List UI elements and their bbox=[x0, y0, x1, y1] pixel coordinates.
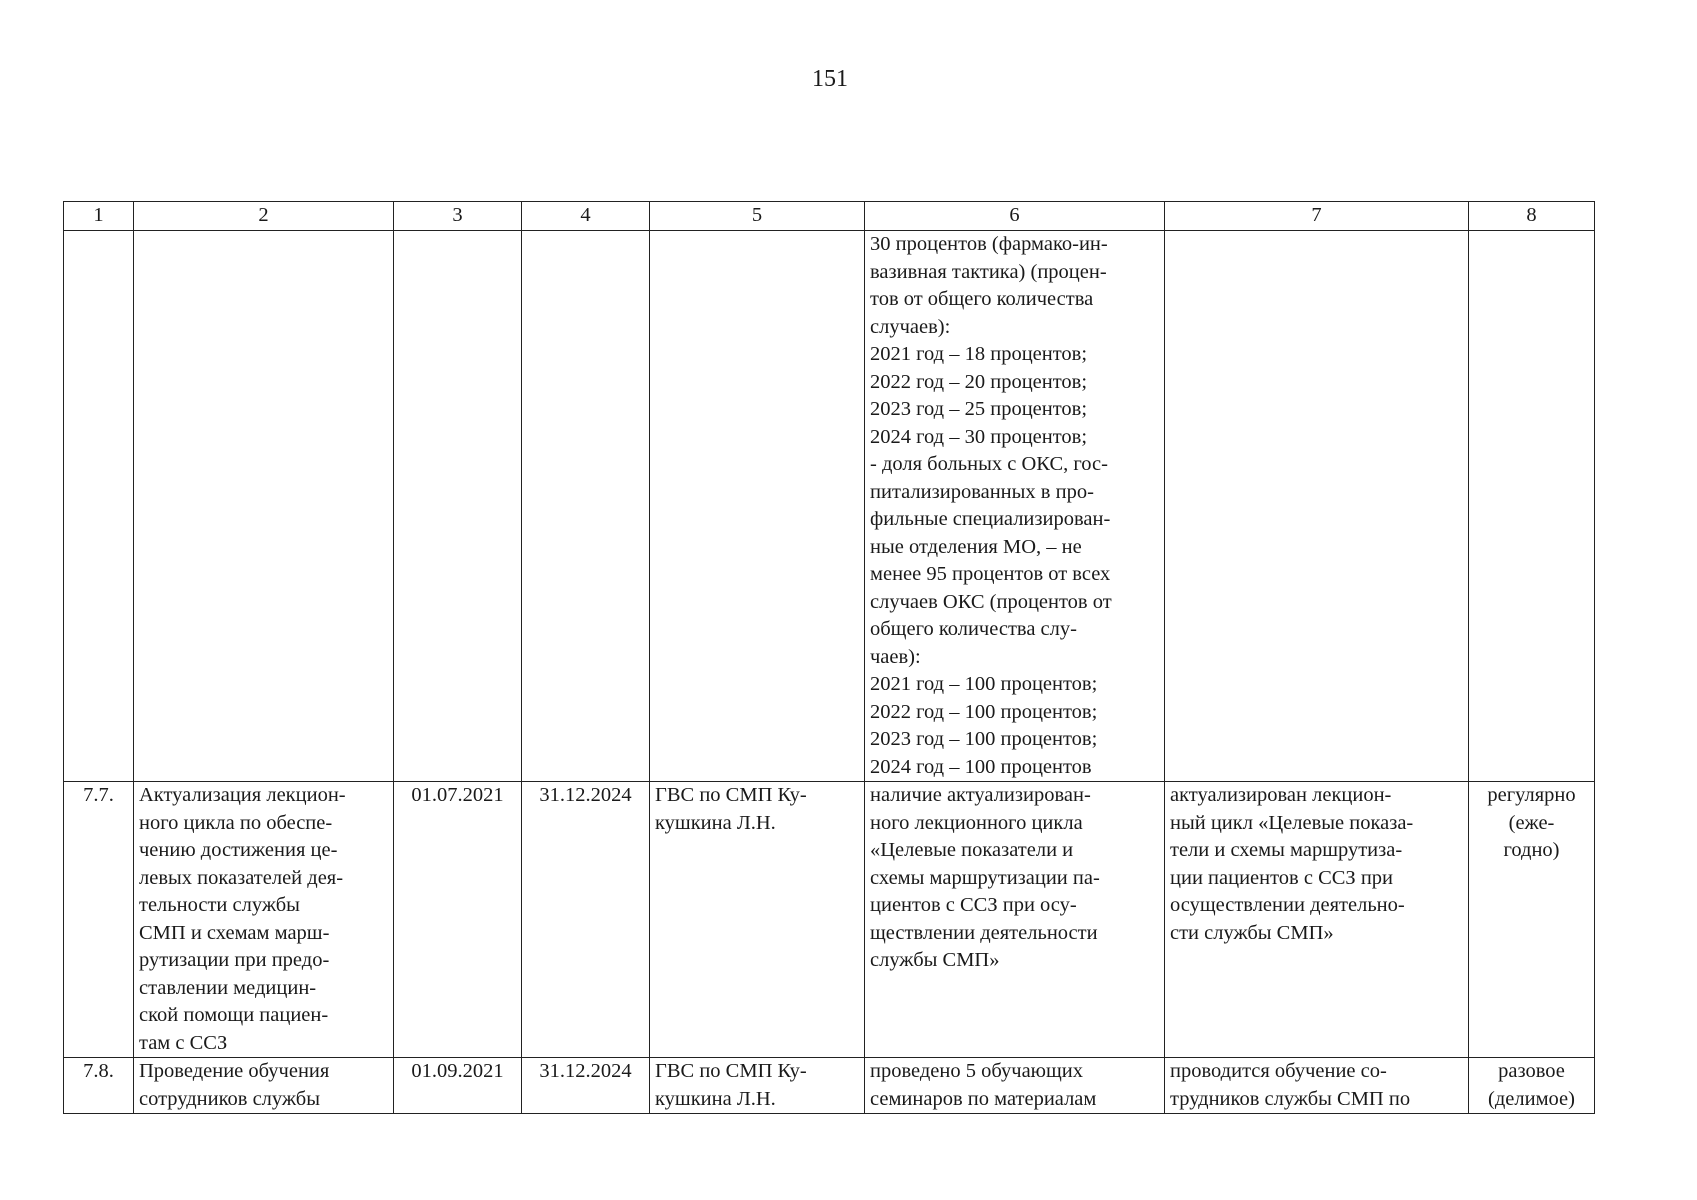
table-cell-num: 7.7. bbox=[64, 782, 134, 1058]
text-line: 2023 год – 25 процентов; bbox=[870, 398, 1088, 420]
table-cell-name bbox=[134, 782, 394, 1058]
text-line: СМП и схемам марш- bbox=[139, 921, 330, 944]
table-row bbox=[64, 782, 1595, 1058]
text-line: ные отделения МО, – не bbox=[870, 535, 1082, 558]
table-cell-name bbox=[134, 1058, 394, 1114]
text-line: фильные специализирован- bbox=[870, 508, 1111, 530]
text-line: случаев): bbox=[870, 315, 951, 338]
text-line: общего количества слу- bbox=[870, 618, 1077, 640]
table-cell-indicator bbox=[865, 231, 1165, 782]
text-line: циентов с ССЗ при осу- bbox=[870, 894, 1077, 916]
text-line: Проведение обучения bbox=[139, 1060, 330, 1082]
text-line: наличие актуализирован- bbox=[870, 784, 1091, 806]
text-line: службы СМП» bbox=[870, 949, 1000, 971]
table-cell-name bbox=[134, 231, 394, 782]
text-line: ществлении деятельности bbox=[870, 921, 1098, 944]
text-line: ставлении медицин- bbox=[139, 976, 317, 999]
table-cell-num bbox=[64, 231, 134, 782]
table-cell-end bbox=[522, 231, 650, 782]
table-row bbox=[64, 231, 1595, 782]
text-line: чению достижения це- bbox=[139, 839, 338, 861]
text-line: тели и схемы маршрутиза- bbox=[1170, 839, 1403, 861]
table-cell-num: 7.8. bbox=[64, 1058, 134, 1114]
text-line: 2024 год – 100 процентов bbox=[870, 755, 1092, 778]
text-line: менее 95 процентов от всех bbox=[870, 563, 1111, 585]
text-line: 2023 год – 100 процентов; bbox=[870, 728, 1098, 750]
table-cell-period bbox=[1469, 1058, 1595, 1114]
text-line: (еже- bbox=[1508, 811, 1555, 834]
text-line: годно) bbox=[1503, 839, 1560, 861]
table-cell-responsible bbox=[650, 1058, 865, 1114]
column-header: 5 bbox=[650, 202, 865, 231]
text-line: кушкина Л.Н. bbox=[655, 1087, 776, 1110]
text-line: актуализирован лекцион- bbox=[1170, 784, 1392, 806]
text-line: питализированных в про- bbox=[870, 480, 1094, 503]
column-header: 4 bbox=[522, 202, 650, 231]
text-line: семинаров по материалам bbox=[870, 1087, 1097, 1110]
text-line: кушкина Л.Н. bbox=[655, 811, 776, 834]
column-header: 7 bbox=[1165, 202, 1469, 231]
text-line: левых показателей дея- bbox=[139, 866, 344, 889]
column-header: 1 bbox=[64, 202, 134, 231]
text-line: проводится обучение со- bbox=[1170, 1060, 1387, 1082]
column-header: 8 bbox=[1469, 202, 1595, 231]
table-cell-end: 31.12.2024 bbox=[522, 1058, 650, 1114]
text-line: 2022 год – 20 процентов; bbox=[870, 370, 1088, 393]
text-line: 2024 год – 30 процентов; bbox=[870, 425, 1088, 448]
text-line: сотрудников службы bbox=[139, 1087, 320, 1110]
text-line: случаев ОКС (процентов от bbox=[870, 590, 1112, 613]
text-line: ГВС по СМП Ку- bbox=[655, 1060, 807, 1082]
text-line: 2021 год – 100 процентов; bbox=[870, 673, 1098, 695]
text-line: тов от общего количества bbox=[870, 288, 1094, 310]
text-line: (делимое) bbox=[1488, 1087, 1575, 1110]
text-line: «Целевые показатели и bbox=[870, 839, 1074, 861]
table-cell-indicator bbox=[865, 782, 1165, 1058]
table-cell-end: 31.12.2024 bbox=[522, 782, 650, 1058]
text-line: тельности службы bbox=[139, 894, 300, 916]
column-header: 6 bbox=[865, 202, 1165, 231]
table-cell-period bbox=[1469, 231, 1595, 782]
page-number: 151 bbox=[812, 66, 848, 92]
table-cell-result bbox=[1165, 782, 1469, 1058]
text-line: проведено 5 обучающих bbox=[870, 1060, 1083, 1082]
text-line: 2022 год – 100 процентов; bbox=[870, 700, 1098, 723]
table-cell-start: 01.09.2021 bbox=[394, 1058, 522, 1114]
text-line: вазивная тактика) (процен- bbox=[870, 260, 1107, 283]
text-line: разовое bbox=[1498, 1060, 1565, 1082]
text-line: ции пациентов с ССЗ при bbox=[1170, 866, 1394, 889]
table-cell-result bbox=[1165, 231, 1469, 782]
table-cell-result bbox=[1165, 1058, 1469, 1114]
table-cell-start bbox=[394, 231, 522, 782]
column-header: 2 bbox=[134, 202, 394, 231]
text-line: схемы маршрутизации па- bbox=[870, 866, 1100, 889]
text-line: чаев): bbox=[870, 645, 921, 668]
text-line: ного лекционного цикла bbox=[870, 811, 1083, 834]
table-cell-start: 01.07.2021 bbox=[394, 782, 522, 1058]
document-table bbox=[63, 201, 1595, 1114]
text-line: рутизации при предо- bbox=[139, 949, 330, 971]
table-cell-indicator bbox=[865, 1058, 1165, 1114]
text-line: осуществлении деятельно- bbox=[1170, 894, 1405, 916]
text-line: Актуализация лекцион- bbox=[139, 784, 346, 806]
text-line: 2021 год – 18 процентов; bbox=[870, 343, 1088, 365]
table-cell-responsible bbox=[650, 782, 865, 1058]
table-cell-period bbox=[1469, 782, 1595, 1058]
table-cell-responsible bbox=[650, 231, 865, 782]
table-header-row bbox=[64, 202, 1595, 231]
text-line: 30 процентов (фармако-ин- bbox=[870, 233, 1108, 255]
text-line: регулярно bbox=[1487, 784, 1576, 806]
text-line: ГВС по СМП Ку- bbox=[655, 784, 807, 806]
text-line: ской помощи пациен- bbox=[139, 1004, 329, 1026]
text-line: там с ССЗ bbox=[139, 1031, 228, 1054]
text-line: ного цикла по обеспе- bbox=[139, 811, 333, 834]
text-line: сти службы СМП» bbox=[1170, 921, 1334, 944]
column-header: 3 bbox=[394, 202, 522, 231]
table-row bbox=[64, 1058, 1595, 1114]
text-line: трудников службы СМП по bbox=[1170, 1087, 1411, 1110]
text-line: - доля больных с ОКС, гос- bbox=[870, 453, 1108, 475]
text-line: ный цикл «Целевые показа- bbox=[1170, 811, 1414, 834]
